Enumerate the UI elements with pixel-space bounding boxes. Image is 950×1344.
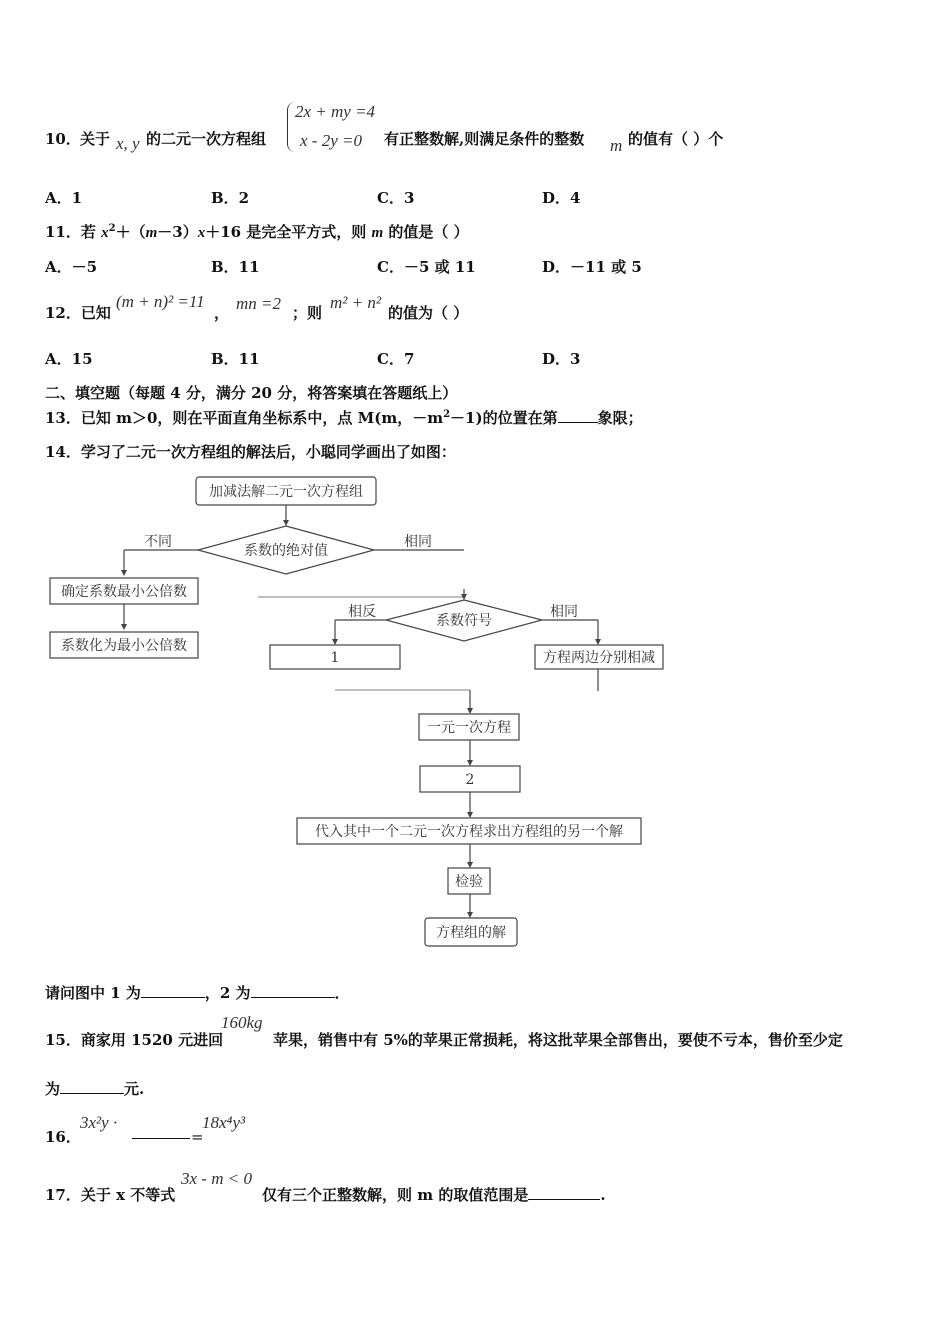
q14-answer-blank-2[interactable]	[251, 983, 335, 998]
q17-inequality: 3x - m < 0	[181, 1169, 252, 1188]
q12-comma: ，	[214, 304, 230, 322]
q11-text: 11．若 $x^2+(m-3)x+16$ 是完全平方式，则 m 的值是（ ）	[45, 223, 469, 241]
q16-lhs: 3x²y ·	[80, 1113, 118, 1132]
q10-eq1: 2x + my =4	[295, 102, 376, 121]
question-13: 13．已知 m＞0，则在平面直角坐标系中，点 M(m，$-m^2-1$)的位置在第 象限；	[45, 409, 643, 427]
flow-blank-2-label: 2	[465, 772, 475, 788]
flow-blank-1-label: 1	[330, 650, 340, 666]
flow-label-same-2: 相同	[550, 604, 578, 620]
q11-option-a: A．－5	[45, 258, 98, 276]
q12-option-b: B．11	[211, 350, 260, 368]
q10-number: 10．	[45, 130, 81, 148]
flow-lcm-label-2: 系数化为最小公倍数	[61, 638, 187, 654]
q12-option-a: A．15	[45, 350, 93, 368]
q11-option-d: D．－11 或 5	[542, 258, 642, 276]
flowchart	[0, 470, 950, 955]
q10-option-b: B．2	[211, 189, 250, 207]
question-14-ask: 请问图中 1 为 ，2 为 ．	[45, 984, 350, 1002]
flow-decision-abs-label: 系数的绝对值	[244, 543, 328, 559]
flow-one-var-label: 一元一次方程	[427, 720, 511, 736]
flow-subtract-label: 方程两边分别相减	[543, 650, 655, 666]
flow-decision-sign-label: 系数符号	[436, 613, 492, 629]
flow-start-label: 加减法解二元一次方程组	[209, 484, 363, 500]
q17-text-b: 仅有三个正整数解，则 m 的取值范围是 .	[262, 1186, 606, 1204]
q11-option-b: B．11	[211, 258, 260, 276]
q16-answer-blank[interactable]	[132, 1124, 190, 1139]
q17-answer-blank[interactable]	[528, 1185, 600, 1200]
q10-option-c: C．3	[377, 189, 415, 207]
flow-lcm-label-1: 确定系数最小公倍数	[61, 584, 187, 600]
q15-answer-blank[interactable]	[60, 1079, 124, 1094]
flow-label-different: 不同	[144, 534, 172, 550]
q10-text-3: 有正整数解,则满足条件的整数	[384, 130, 585, 148]
q15-quantity: 160kg	[221, 1013, 263, 1032]
q10-var-m: m	[610, 136, 623, 155]
flow-label-opposite: 相反	[348, 604, 376, 620]
q12-text-2: ；则	[292, 304, 323, 322]
q16-rhs: 18x⁴y³	[202, 1113, 246, 1132]
q16-equals: =	[191, 1128, 204, 1146]
question-14-text: 14．学习了二元一次方程组的解法后，小聪同学画出了如图：	[45, 443, 456, 461]
q10-text-2: 的二元一次方程组	[146, 130, 267, 148]
q14-answer-blank-1[interactable]	[141, 983, 205, 998]
q15-text-a: 15．商家用 1520 元进回	[45, 1031, 224, 1049]
q12-expr2: mn =2	[236, 294, 281, 313]
flow-check-label: 检验	[455, 874, 483, 890]
q10-vars: x, y	[116, 134, 140, 153]
q10-option-d: D．4	[542, 189, 581, 207]
q15-text-c: 为 元.	[45, 1080, 145, 1098]
q12-expr1: (m + n)² =11	[116, 292, 205, 311]
q10-text-1: 关于	[80, 130, 111, 148]
q10-eq2: x - 2y =0	[300, 131, 362, 150]
q11-option-c: C．－5 或 11	[377, 258, 476, 276]
q12-option-c: C．7	[377, 350, 415, 368]
flow-substitute-label: 代入其中一个二元一次方程求出方程组的另一个解	[315, 824, 623, 840]
flow-label-same: 相同	[404, 534, 432, 550]
q10-text-4: 的值有（ ）个	[628, 130, 724, 148]
section-heading-fill-blank: 二、填空题（每题 4 分，满分 20 分，将答案填在答题纸上）	[45, 384, 458, 402]
flow-solution-label: 方程组的解	[436, 925, 506, 941]
q13-answer-blank[interactable]	[558, 408, 598, 423]
q12-option-d: D．3	[542, 350, 581, 368]
q15-text-b: 苹果，销售中有 5%的苹果正常损耗，将这批苹果全部售出，要使不亏本，售价至少定	[273, 1031, 843, 1049]
q17-text-a: 17．关于 x 不等式	[45, 1186, 176, 1204]
q10-option-a: A．1	[45, 189, 83, 207]
q12-expr3: m² + n²	[330, 293, 381, 312]
q16-number: 16．	[45, 1128, 81, 1146]
q12-number: 12．已知	[45, 304, 111, 322]
q12-text-3: 的值为（ ）	[388, 304, 469, 322]
